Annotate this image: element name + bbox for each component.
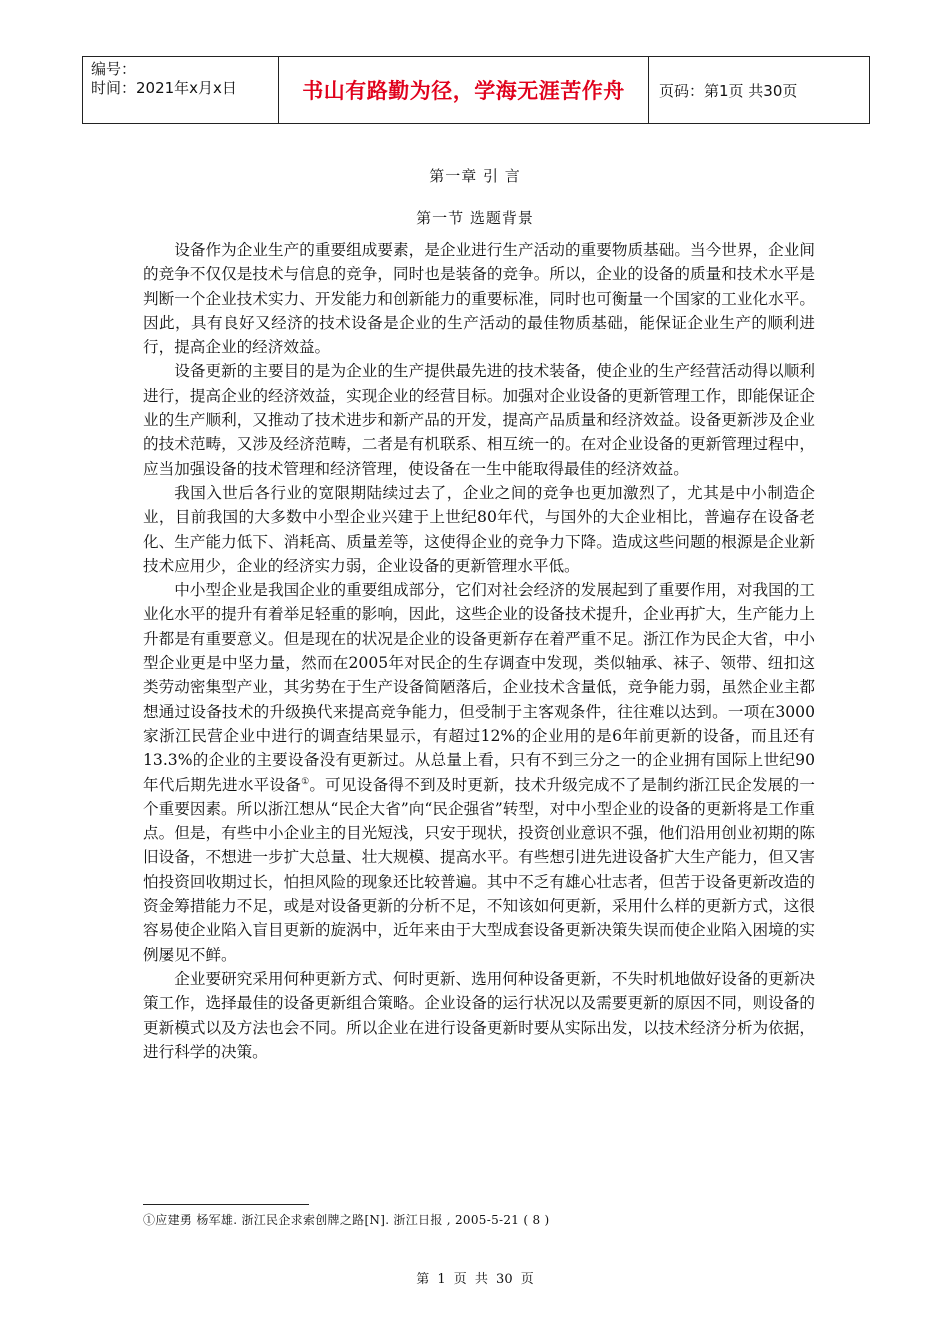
footnote-divider bbox=[143, 1204, 309, 1205]
paragraph: 企业要研究采用何种更新方式、何时更新、选用何种设备更新，不失时机地做好设备的更新决策工作，选择最佳的设备更新组合策略。企业设备的运行状况以及需要更新的原因不同，则设备的更新模式以及方法也会不同。所以企业在进行设备更新时要从实际出发，以技术经济分析为依据，进行科学的决策。 bbox=[143, 969, 815, 1061]
header-motto: 书山有路勤为径，学海无涯苦作舟 bbox=[279, 57, 649, 123]
paragraph bbox=[143, 578, 815, 967]
paragraph: 我国入世后各行业的宽限期陆续过去了，企业之间的竞争也更加激烈了，尤其是中小制造企业，目前我国的大多数中小型企业兴建于上世纪80年代，与国外的大企业相比，普遍存在设备老化、生产能力低下、消耗高、质量差等，这使得企业的竞争力下降。造成这些问题的根源是企业新技术应用少，企业的经济实力弱，企业设备的更新管理水平低。 bbox=[143, 483, 815, 575]
paragraph-text: 中小型企业是我国企业的重要组成部分，它们对社会经济的发展起到了重要作用，对我国的工业化水平的提升有着举足轻重的影响，因此，这些企业的设备技术提升，企业再扩大，生产能力上升都是有重要意义。但是现在的状况是企业的设备更新存在着严重不足。浙江作为民企大省，中小型企业更是中坚力量，然而在2005年对民企的生存调查中发现，类似轴承、袜子、领带、纽扣这类劳动密集型产业，其劣势在于生产设备简陋落后，企业技术含量低，竞争能力弱，虽然企业主都想通过设备技术的升级换代来提高竞争能力，但受制于主客观条件，往往难以达到。一项在3000家浙江民营企业中进行的调查结果显示，有超过12%的企业用的是6年前更新的设备，而且还有13.3%的企业的主要设备没有更新过。从总量上看，只有不到三分之一的企业拥有国际上世纪90年代后期先进水平设备 bbox=[143, 581, 815, 794]
paragraph: 设备作为企业生产的重要组成要素，是企业进行生产活动的重要物质基础。当今世界，企业间的竞争不仅仅是技术与信息的竞争，同时也是装备的竞争。所以，企业的设备的质量和技术水平是判断一个企业技术实力、开发能力和创新能力的重要标准，同时也可衡量一个国家的工业化水平。因此，具有良好又经济的技术设备是企业的生产活动的最佳物质基础，能保证企业生产的顺利进行，提高企业的经济效益。 bbox=[143, 241, 815, 357]
paragraph-end-mark: 。 bbox=[309, 775, 326, 794]
chapter-title: 第一章 引 言 bbox=[429, 167, 521, 185]
page-header bbox=[82, 56, 870, 124]
header-page-code: 页码：第1页 共30页 bbox=[659, 81, 798, 100]
time-label: 时间：2021年x月x日 bbox=[91, 79, 237, 97]
paragraph-continuation: 可见设备得不到及时更新，技术升级完成不了是制约浙江民企发展的一个重要因素。所以浙江想从“民企大省”向“民企强省”转型，对中小型企业的设备的更新将是工作重点。但是，有些中小企业主的目光短浅，只安于现状，投资创业意识不强，他们沿用创业初期的陈旧设备，不想进一步扩大总量、壮大规模、提高水平。有些想引进先进设备扩大生产能力，但又害怕投资回收期过长，怕担风险的现象还比较普遍。其中不乏有雄心壮志者，但苦于设备更新改造的资金筹措能力不足，或是对设备更新的分析不足，不知该如何更新，采用什么样的更新方式，这很容易使企业陷入盲目更新的旋涡中，近年来由于大型成套设备更新决策失误而使企业陷入困境的实例屡见不鲜。 bbox=[143, 775, 815, 964]
number-label: 编号： bbox=[91, 60, 137, 78]
footnote-marker: ① bbox=[301, 776, 310, 787]
header-meta bbox=[83, 57, 279, 123]
paragraph: 设备更新的主要目的是为企业的生产提供最先进的技术装备，使企业的生产经营活动得以顺利进行，提高企业的经济效益，实现企业的经营目标。加强对企业设备的更新管理工作，即能保证企业的生产顺利，又推动了技术进步和新产品的开发，提高产品质量和经济效益。设备更新涉及企业的技术范畴，又涉及经济范畴，二者是有机联系、相互统一的。在对企业设备的更新管理过程中，应当加强设备的技术管理和经济管理，使设备在一生中能取得最佳的经济效益。 bbox=[143, 362, 815, 478]
body-text bbox=[143, 238, 815, 1064]
footnote: ①应建勇 杨军雄. 浙江民企求索创牌之路[N]. 浙江日报 , 2005-5-21 ( 8 ) bbox=[143, 1213, 550, 1227]
section-title: 第一节 选题背景 bbox=[416, 209, 534, 227]
page-footer: 第 1 页 共 30 页 bbox=[416, 1272, 534, 1287]
